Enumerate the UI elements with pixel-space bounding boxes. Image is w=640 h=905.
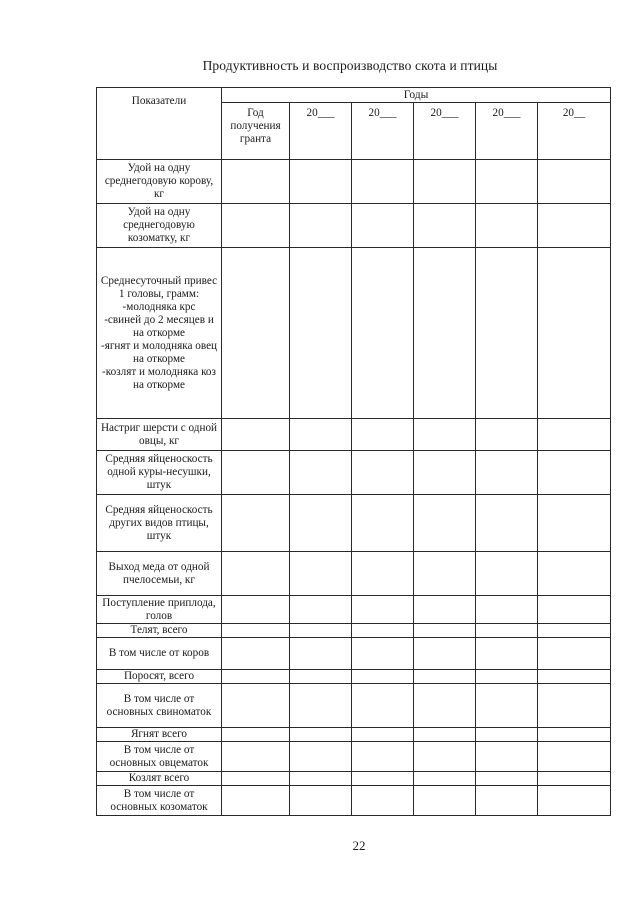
years-header: Годы bbox=[222, 88, 611, 103]
table-header-row bbox=[97, 88, 611, 103]
year-value-cell[interactable] bbox=[290, 495, 352, 552]
year-value-cell[interactable] bbox=[414, 552, 476, 596]
year-value-cell[interactable] bbox=[414, 248, 476, 419]
page-number: 22 bbox=[352, 838, 366, 853]
year-value-cell[interactable] bbox=[222, 160, 290, 204]
year-value-cell[interactable] bbox=[414, 495, 476, 552]
year-value-cell[interactable] bbox=[538, 419, 611, 451]
table-row bbox=[97, 728, 611, 742]
year-value-cell[interactable] bbox=[414, 638, 476, 670]
year-value-cell[interactable] bbox=[476, 684, 538, 728]
year-value-cell[interactable] bbox=[222, 204, 290, 248]
table-body bbox=[97, 160, 611, 816]
year-value-cell[interactable] bbox=[222, 786, 290, 816]
year-value-cell[interactable] bbox=[222, 596, 290, 624]
year-value-cell[interactable] bbox=[414, 786, 476, 816]
year-value-cell[interactable] bbox=[414, 204, 476, 248]
year-value-cell[interactable] bbox=[414, 596, 476, 624]
year-value-cell[interactable] bbox=[538, 742, 611, 772]
year-value-cell[interactable] bbox=[352, 670, 414, 684]
year-value-cell[interactable] bbox=[352, 204, 414, 248]
year-column-header: Год получения гранта bbox=[222, 103, 290, 160]
year-column-header: 20___ bbox=[352, 103, 414, 160]
row-label: Козлят всего bbox=[97, 772, 222, 786]
year-value-cell[interactable] bbox=[290, 160, 352, 204]
year-value-cell[interactable] bbox=[538, 248, 611, 419]
year-value-cell[interactable] bbox=[290, 624, 352, 638]
row-label: Удой на одну среднегодовую козоматку, кг bbox=[97, 204, 222, 248]
year-value-cell[interactable] bbox=[476, 786, 538, 816]
year-value-cell[interactable] bbox=[538, 728, 611, 742]
year-value-cell[interactable] bbox=[290, 248, 352, 419]
year-value-cell[interactable] bbox=[222, 670, 290, 684]
table-row bbox=[97, 204, 611, 248]
year-value-cell[interactable] bbox=[538, 160, 611, 204]
year-value-cell[interactable] bbox=[352, 638, 414, 670]
row-label: В том числе от основных свиноматок bbox=[97, 684, 222, 728]
year-value-cell[interactable] bbox=[352, 624, 414, 638]
year-value-cell[interactable] bbox=[476, 160, 538, 204]
table-row bbox=[97, 451, 611, 495]
year-value-cell[interactable] bbox=[222, 742, 290, 772]
year-value-cell[interactable] bbox=[290, 204, 352, 248]
year-value-cell[interactable] bbox=[414, 419, 476, 451]
year-value-cell[interactable] bbox=[476, 728, 538, 742]
year-value-cell[interactable] bbox=[290, 419, 352, 451]
indicator-header: Показатели bbox=[97, 88, 222, 160]
year-value-cell[interactable] bbox=[414, 670, 476, 684]
year-value-cell[interactable] bbox=[538, 638, 611, 670]
year-value-cell[interactable] bbox=[414, 624, 476, 638]
year-value-cell[interactable] bbox=[414, 684, 476, 728]
table-row bbox=[97, 495, 611, 552]
row-label: В том числе от основных овцематок bbox=[97, 742, 222, 772]
year-value-cell[interactable] bbox=[352, 160, 414, 204]
year-value-cell[interactable] bbox=[538, 451, 611, 495]
year-value-cell[interactable] bbox=[352, 419, 414, 451]
year-value-cell[interactable] bbox=[538, 684, 611, 728]
year-value-cell[interactable] bbox=[476, 742, 538, 772]
row-label: Поросят, всего bbox=[97, 670, 222, 684]
year-value-cell[interactable] bbox=[352, 786, 414, 816]
table-row bbox=[97, 670, 611, 684]
year-value-cell[interactable] bbox=[414, 728, 476, 742]
table-row bbox=[97, 742, 611, 772]
year-value-cell[interactable] bbox=[538, 772, 611, 786]
year-value-cell[interactable] bbox=[290, 552, 352, 596]
year-value-cell[interactable] bbox=[352, 772, 414, 786]
row-label: Телят, всего bbox=[97, 624, 222, 638]
year-value-cell[interactable] bbox=[290, 670, 352, 684]
year-value-cell[interactable] bbox=[538, 786, 611, 816]
year-value-cell[interactable] bbox=[352, 451, 414, 495]
year-value-cell[interactable] bbox=[222, 495, 290, 552]
table-row bbox=[97, 160, 611, 204]
year-value-cell[interactable] bbox=[476, 419, 538, 451]
year-value-cell[interactable] bbox=[290, 772, 352, 786]
table-row bbox=[97, 684, 611, 728]
year-value-cell[interactable] bbox=[476, 248, 538, 419]
row-label: Ягнят всего bbox=[97, 728, 222, 742]
year-column-header: 20___ bbox=[476, 103, 538, 160]
year-value-cell[interactable] bbox=[414, 742, 476, 772]
year-value-cell[interactable] bbox=[222, 684, 290, 728]
year-value-cell[interactable] bbox=[414, 451, 476, 495]
year-value-cell[interactable] bbox=[538, 596, 611, 624]
year-value-cell[interactable] bbox=[476, 204, 538, 248]
table-row bbox=[97, 552, 611, 596]
row-label: Поступление приплода, голов bbox=[97, 596, 222, 624]
year-value-cell[interactable] bbox=[290, 728, 352, 742]
year-value-cell[interactable] bbox=[290, 786, 352, 816]
year-value-cell[interactable] bbox=[222, 772, 290, 786]
year-column-header: 20___ bbox=[414, 103, 476, 160]
year-value-cell[interactable] bbox=[476, 495, 538, 552]
table-row bbox=[97, 624, 611, 638]
year-value-cell[interactable] bbox=[352, 684, 414, 728]
year-value-cell[interactable] bbox=[476, 624, 538, 638]
year-value-cell[interactable] bbox=[222, 728, 290, 742]
year-value-cell[interactable] bbox=[290, 596, 352, 624]
year-value-cell[interactable] bbox=[414, 772, 476, 786]
year-value-cell[interactable] bbox=[476, 552, 538, 596]
year-value-cell[interactable] bbox=[476, 670, 538, 684]
year-value-cell[interactable] bbox=[352, 596, 414, 624]
table-row bbox=[97, 638, 611, 670]
year-value-cell[interactable] bbox=[222, 451, 290, 495]
page-title: Продуктивность и воспроизводство скота и птицы bbox=[202, 58, 498, 73]
row-label: Средняя яйценоскость одной куры-несушки, штук bbox=[97, 451, 222, 495]
year-value-cell[interactable] bbox=[538, 495, 611, 552]
year-value-cell[interactable] bbox=[222, 552, 290, 596]
year-value-cell[interactable] bbox=[476, 638, 538, 670]
year-value-cell[interactable] bbox=[352, 742, 414, 772]
year-value-cell[interactable] bbox=[352, 552, 414, 596]
year-value-cell[interactable] bbox=[222, 624, 290, 638]
year-value-cell[interactable] bbox=[538, 204, 611, 248]
row-label: В том числе от основных козоматок bbox=[97, 786, 222, 816]
productivity-table bbox=[96, 87, 611, 816]
year-value-cell[interactable] bbox=[476, 772, 538, 786]
row-label: Выход меда от одной пчелосемьи, кг bbox=[97, 552, 222, 596]
year-value-cell[interactable] bbox=[290, 742, 352, 772]
row-label: Настриг шерсти с одной овцы, кг bbox=[97, 419, 222, 451]
year-value-cell[interactable] bbox=[352, 495, 414, 552]
year-value-cell[interactable] bbox=[222, 248, 290, 419]
year-value-cell[interactable] bbox=[414, 160, 476, 204]
year-value-cell[interactable] bbox=[538, 670, 611, 684]
year-value-cell[interactable] bbox=[290, 451, 352, 495]
year-value-cell[interactable] bbox=[352, 728, 414, 742]
year-value-cell[interactable] bbox=[352, 248, 414, 419]
year-value-cell[interactable] bbox=[476, 596, 538, 624]
year-column-header: 20___ bbox=[290, 103, 352, 160]
year-value-cell[interactable] bbox=[222, 638, 290, 670]
table-row bbox=[97, 419, 611, 451]
row-label: Средняя яйценоскость других видов птицы, штук bbox=[97, 495, 222, 552]
row-label: Удой на одну среднегодовую корову, кг bbox=[97, 160, 222, 204]
year-value-cell[interactable] bbox=[290, 638, 352, 670]
table-row bbox=[97, 596, 611, 624]
table-row bbox=[97, 772, 611, 786]
year-value-cell[interactable] bbox=[538, 552, 611, 596]
row-label: Среднесуточный привес 1 головы, грамм: -молодняка крс -свиней до 2 месяцев и на откорме -ягнят и молодняка овец на откорме -козлят и молодняка коз на откорме bbox=[97, 248, 222, 419]
table-row bbox=[97, 786, 611, 816]
year-column-header: 20__ bbox=[538, 103, 611, 160]
year-value-cell[interactable] bbox=[290, 684, 352, 728]
table-row bbox=[97, 248, 611, 419]
year-value-cell[interactable] bbox=[476, 451, 538, 495]
row-label: В том числе от коров bbox=[97, 638, 222, 670]
year-value-cell[interactable] bbox=[222, 419, 290, 451]
year-value-cell[interactable] bbox=[538, 624, 611, 638]
